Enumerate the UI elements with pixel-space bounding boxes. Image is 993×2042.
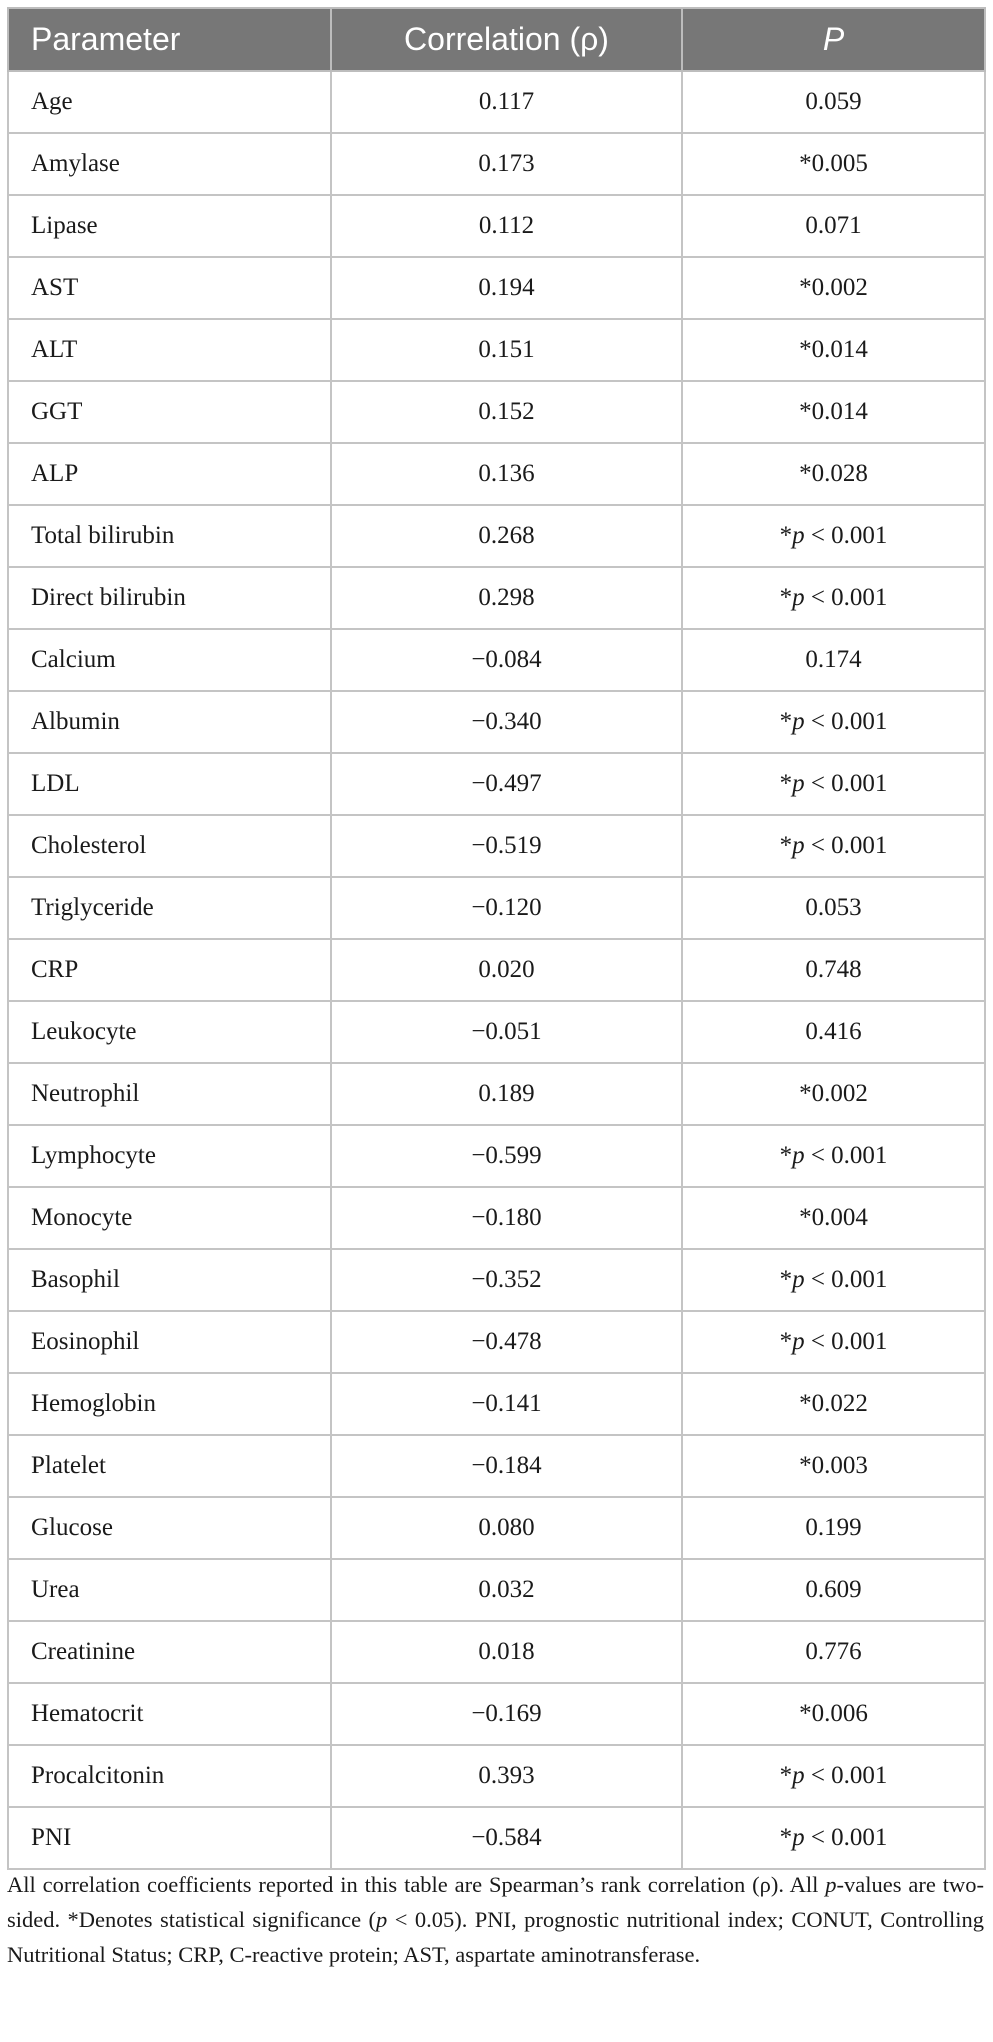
cell-correlation: −0.084 [331, 629, 682, 691]
header-p [682, 8, 985, 71]
cell-p-value [682, 257, 985, 319]
cell-correlation: −0.180 [331, 1187, 682, 1249]
cell-parameter: LDL [8, 753, 331, 815]
cell-p-value [682, 815, 985, 877]
p-variable: p [792, 1328, 805, 1355]
table-row [8, 1559, 985, 1621]
significance-mark: * [799, 336, 812, 363]
significance-mark: * [799, 1080, 812, 1107]
cell-correlation: −0.120 [331, 877, 682, 939]
cell-correlation: 0.117 [331, 71, 682, 133]
cell-parameter: Monocyte [8, 1187, 331, 1249]
cell-parameter: Calcium [8, 629, 331, 691]
footnote-text-1: All correlation coefficients reported in this table are Spearman’s rank correlation (ρ). All [7, 1872, 826, 1897]
p-value-text: < 0.001 [804, 522, 888, 549]
cell-correlation: 0.018 [331, 1621, 682, 1683]
significance-mark: * [799, 150, 812, 177]
significance-mark: * [779, 1824, 793, 1851]
cell-parameter: CRP [8, 939, 331, 1001]
cell-p-value [682, 1621, 985, 1683]
table-row [8, 567, 985, 629]
significance-mark: * [799, 460, 812, 487]
significance-mark: * [779, 708, 793, 735]
cell-p-value [682, 753, 985, 815]
cell-p-value [682, 1187, 985, 1249]
cell-correlation: −0.051 [331, 1001, 682, 1063]
cell-p-value [682, 1373, 985, 1435]
cell-correlation: 0.268 [331, 505, 682, 567]
p-value-text: 0.071 [805, 212, 862, 239]
p-value-text: < 0.001 [804, 770, 888, 797]
cell-parameter: AST [8, 257, 331, 319]
cell-p-value [682, 443, 985, 505]
p-value-text: 0.609 [805, 1576, 862, 1603]
cell-parameter: Direct bilirubin [8, 567, 331, 629]
p-variable: p [792, 522, 805, 549]
footnote-p-italic-1: p [825, 1872, 837, 1897]
table-row [8, 133, 985, 195]
p-value-text: 0.059 [805, 88, 862, 115]
table-row [8, 71, 985, 133]
cell-p-value [682, 629, 985, 691]
cell-p-value [682, 939, 985, 1001]
cell-correlation: −0.352 [331, 1249, 682, 1311]
cell-parameter: Eosinophil [8, 1311, 331, 1373]
p-value-text: 0.014 [811, 336, 868, 363]
header-parameter: Parameter [8, 8, 331, 71]
cell-correlation: −0.497 [331, 753, 682, 815]
cell-correlation: 0.151 [331, 319, 682, 381]
cell-parameter: Cholesterol [8, 815, 331, 877]
table-row [8, 1063, 985, 1125]
p-value-text: 0.416 [805, 1018, 862, 1045]
table-row [8, 195, 985, 257]
significance-mark: * [799, 1390, 812, 1417]
cell-p-value [682, 505, 985, 567]
cell-parameter: PNI [8, 1807, 331, 1869]
p-value-text: < 0.001 [804, 1328, 888, 1355]
p-value-text: 0.174 [805, 646, 862, 673]
p-variable: p [792, 1824, 805, 1851]
cell-parameter: Total bilirubin [8, 505, 331, 567]
cell-correlation: −0.184 [331, 1435, 682, 1497]
cell-p-value [682, 71, 985, 133]
header-row [8, 8, 985, 71]
table-footnote [7, 1867, 984, 1972]
cell-correlation: 0.194 [331, 257, 682, 319]
p-variable: p [792, 1142, 805, 1169]
table-row [8, 1435, 985, 1497]
cell-parameter: Age [8, 71, 331, 133]
p-value-text: 0.748 [805, 956, 862, 983]
significance-mark: * [779, 770, 793, 797]
cell-p-value [682, 319, 985, 381]
p-value-text: < 0.001 [804, 1824, 888, 1851]
cell-correlation: 0.393 [331, 1745, 682, 1807]
table-row [8, 257, 985, 319]
table-row [8, 1683, 985, 1745]
cell-parameter: Creatinine [8, 1621, 331, 1683]
p-value-text: < 0.001 [804, 1142, 888, 1169]
p-variable: p [792, 1266, 805, 1293]
cell-p-value [682, 1125, 985, 1187]
correlation-table [7, 7, 986, 1870]
table-row [8, 877, 985, 939]
cell-parameter: Triglyceride [8, 877, 331, 939]
table-row [8, 1125, 985, 1187]
p-value-text: 0.022 [811, 1390, 868, 1417]
table-row [8, 319, 985, 381]
cell-p-value [682, 1807, 985, 1869]
p-value-text: 0.002 [811, 274, 868, 301]
cell-correlation: −0.141 [331, 1373, 682, 1435]
table-row [8, 1621, 985, 1683]
table-row [8, 1001, 985, 1063]
cell-p-value [682, 195, 985, 257]
significance-mark: * [799, 1204, 812, 1231]
table-row [8, 1249, 985, 1311]
table-body [8, 71, 985, 1869]
cell-correlation: −0.340 [331, 691, 682, 753]
cell-correlation: 0.136 [331, 443, 682, 505]
cell-parameter: Urea [8, 1559, 331, 1621]
table-row [8, 1187, 985, 1249]
cell-parameter: ALP [8, 443, 331, 505]
p-value-text: < 0.001 [804, 708, 888, 735]
cell-parameter: Lymphocyte [8, 1125, 331, 1187]
significance-mark: * [779, 1762, 793, 1789]
p-variable: p [792, 832, 805, 859]
p-value-text: 0.006 [811, 1700, 868, 1727]
cell-correlation: 0.032 [331, 1559, 682, 1621]
cell-correlation: 0.152 [331, 381, 682, 443]
cell-parameter: Albumin [8, 691, 331, 753]
table-row [8, 443, 985, 505]
cell-parameter: Hemoglobin [8, 1373, 331, 1435]
cell-parameter: ALT [8, 319, 331, 381]
table-row [8, 629, 985, 691]
cell-correlation: 0.020 [331, 939, 682, 1001]
table-header [8, 8, 985, 71]
significance-mark: * [779, 1266, 793, 1293]
cell-p-value [682, 1683, 985, 1745]
cell-parameter: Platelet [8, 1435, 331, 1497]
table-row [8, 691, 985, 753]
significance-mark: * [799, 1452, 812, 1479]
significance-mark: * [779, 584, 793, 611]
cell-parameter: Glucose [8, 1497, 331, 1559]
footnote-text-2: -values are two-sided. *Denotes statistical significance ( [7, 1872, 984, 1932]
cell-correlation: 0.173 [331, 133, 682, 195]
cell-correlation: 0.189 [331, 1063, 682, 1125]
p-variable: p [792, 708, 805, 735]
p-value-text: < 0.001 [804, 1762, 888, 1789]
p-value-text: < 0.001 [804, 1266, 888, 1293]
cell-p-value [682, 133, 985, 195]
p-variable: p [792, 770, 805, 797]
cell-correlation: −0.584 [331, 1807, 682, 1869]
table-row [8, 753, 985, 815]
cell-parameter: Procalcitonin [8, 1745, 331, 1807]
p-value-text: 0.028 [811, 460, 868, 487]
cell-p-value [682, 1249, 985, 1311]
table-row [8, 1373, 985, 1435]
p-value-text: 0.014 [811, 398, 868, 425]
cell-p-value [682, 1559, 985, 1621]
cell-parameter: Hematocrit [8, 1683, 331, 1745]
p-value-text: 0.005 [811, 150, 868, 177]
cell-p-value [682, 567, 985, 629]
significance-mark: * [799, 1700, 812, 1727]
cell-correlation: 0.112 [331, 195, 682, 257]
table-row [8, 505, 985, 567]
significance-mark: * [779, 522, 793, 549]
p-variable: p [792, 584, 805, 611]
significance-mark: * [799, 274, 812, 301]
p-value-text: 0.053 [805, 894, 862, 921]
footnote-text-3: < 0.05). PNI, prognostic nutritional index; CONUT, Controlling Nutritional Status; CRP, C-reactive protein; AST, aspartate aminotransferase. [7, 1907, 984, 1967]
significance-mark: * [779, 1142, 793, 1169]
p-value-text: < 0.001 [804, 832, 888, 859]
cell-p-value [682, 381, 985, 443]
cell-p-value [682, 1001, 985, 1063]
cell-correlation: −0.478 [331, 1311, 682, 1373]
cell-correlation: 0.298 [331, 567, 682, 629]
cell-p-value [682, 1745, 985, 1807]
header-p-label: P [822, 21, 845, 57]
cell-p-value [682, 1435, 985, 1497]
table-row [8, 1311, 985, 1373]
footnote-p-italic-2: p [376, 1907, 388, 1932]
table-row [8, 1745, 985, 1807]
significance-mark: * [779, 832, 793, 859]
cell-p-value [682, 691, 985, 753]
cell-p-value [682, 1311, 985, 1373]
table-row [8, 815, 985, 877]
cell-parameter: Lipase [8, 195, 331, 257]
cell-correlation: −0.599 [331, 1125, 682, 1187]
cell-parameter: Amylase [8, 133, 331, 195]
cell-p-value [682, 1063, 985, 1125]
p-value-text: < 0.001 [804, 584, 888, 611]
p-value-text: 0.776 [805, 1638, 862, 1665]
header-correlation: Correlation (ρ) [331, 8, 682, 71]
table-row [8, 381, 985, 443]
p-value-text: 0.003 [811, 1452, 868, 1479]
cell-p-value [682, 1497, 985, 1559]
significance-mark: * [779, 1328, 793, 1355]
table-row [8, 1497, 985, 1559]
cell-parameter: Neutrophil [8, 1063, 331, 1125]
significance-mark: * [799, 398, 812, 425]
cell-parameter: GGT [8, 381, 331, 443]
cell-p-value [682, 877, 985, 939]
cell-correlation: −0.169 [331, 1683, 682, 1745]
table-container [7, 7, 984, 1870]
cell-parameter: Basophil [8, 1249, 331, 1311]
table-row [8, 939, 985, 1001]
table-row [8, 1807, 985, 1869]
p-value-text: 0.004 [811, 1204, 868, 1231]
cell-parameter: Leukocyte [8, 1001, 331, 1063]
cell-correlation: 0.080 [331, 1497, 682, 1559]
p-value-text: 0.002 [811, 1080, 868, 1107]
p-variable: p [792, 1762, 805, 1789]
p-value-text: 0.199 [805, 1514, 862, 1541]
cell-correlation: −0.519 [331, 815, 682, 877]
